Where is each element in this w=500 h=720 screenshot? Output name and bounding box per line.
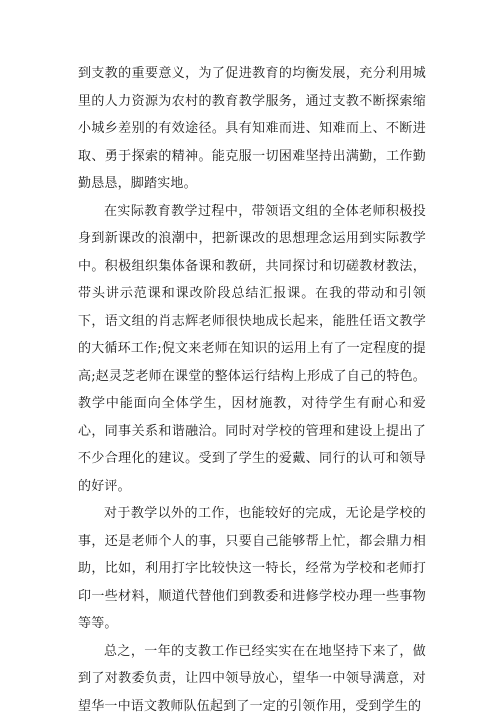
paragraph-2: 在实际教育教学过程中，带领语文组的全体老师积极投身到新课改的浪潮中，把新课改的思想理念运用到实际教学中。积极组织集体备课和教研，共同探讨和切磋教材教法，带头讲示范课和课改阶段总结汇报课。在我的带动和引领下，语文组的肖志辉老师很快地成长起来，能胜任语文教学的大循环工作;倪文来老师在知识的运用上有了一定程度的提高;赵灵芝老师在课堂的整体运行结构上形成了自己的特色。教学中能面向全体学生，因材施教，对待学生有耐心和爱心，同事关系和谐融洽。同时对学校的管理和建设上提出了不少合理化的建议。受到了学生的爱戴、同行的认可和领导的好评。 (78, 198, 426, 501)
paragraph-4: 总之，一年的支教工作已经实实在在地坚持下来了，做到了对教委负责，让四中领导放心，望华一中领导满意，对望华一中语文教师队伍起到了一定的引领作用，受到学生的 (78, 638, 426, 720)
document-body (78, 60, 426, 720)
paragraph-3: 对于教学以外的工作，也能较好的完成，无论是学校的事，还是老师个人的事，只要自己能够帮上忙，都会鼎力相助，比如，利用打字比较快这一特长，经常为学校和老师打印一些材料，顺道代替他们到教委和进修学校办理一些事物等等。 (78, 500, 426, 638)
paragraph-1: 到支教的重要意义，为了促进教育的均衡发展，充分利用城里的人力资源为农村的教育教学服务，通过支教不断探索缩小城乡差别的有效途径。具有知难而进、知难而上、不断进取、勇于探索的精神。能克服一切困难坚持出满勤，工作勤勤恳恳，脚踏实地。 (78, 60, 426, 198)
